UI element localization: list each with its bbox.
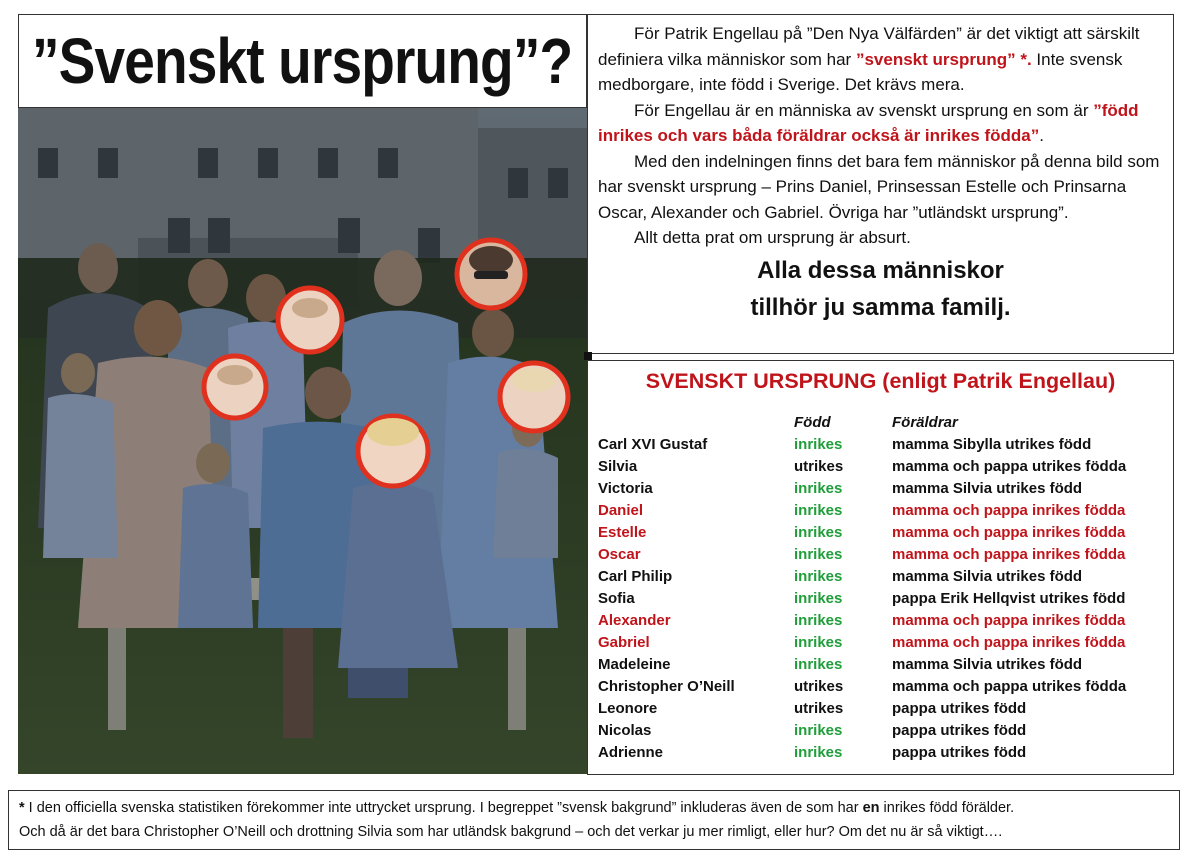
title-box (18, 14, 587, 108)
table-row (598, 632, 1163, 654)
table-row (598, 610, 1163, 632)
row-born: utrikes (794, 700, 844, 717)
row-parents: pappa utrikes född (892, 722, 1027, 739)
table-row (598, 478, 1163, 500)
row-born: utrikes (794, 678, 844, 695)
row-name: Estelle (598, 524, 647, 541)
row-parents: mamma och pappa inrikes födda (892, 612, 1126, 629)
table-title: SVENSKT URSPRUNG (enligt Patrik Engellau) (645, 369, 1116, 393)
header-parents: Föräldrar (892, 414, 958, 431)
row-name: Silvia (598, 458, 638, 475)
table-row (598, 500, 1163, 522)
footnote-line-2: Och då är det bara Christopher O’Neill och drottning Silvia som har utländsk bakgrund – och det verkar ju mer rimligt, eller hur? Om det nu är så viktigt…. (19, 824, 1003, 840)
row-parents: mamma och pappa inrikes födda (892, 546, 1126, 563)
row-name: Leonore (598, 700, 658, 717)
page-title: ”Svenskt ursprung”? (32, 25, 573, 97)
row-parents: mamma och pappa inrikes födda (892, 634, 1126, 651)
intro-paragraph-3: Med den indelningen finns det bara fem människor på denna bild som har svenskt ursprung – Prins Daniel, Prinsessan Estelle och Prinsarna Oscar, Alexander och Gabriel. Övriga har ”utländskt ursprung”. (598, 151, 1160, 222)
row-name: Carl Philip (598, 568, 673, 585)
row-name: Victoria (598, 480, 653, 497)
row-born: inrikes (794, 502, 843, 519)
row-born: inrikes (794, 436, 843, 453)
row-name: Christopher O’Neill (598, 678, 735, 695)
row-parents: mamma Silvia utrikes född (892, 656, 1083, 673)
face-circle-alexander (278, 288, 342, 352)
table-row (598, 698, 1163, 720)
row-born: inrikes (794, 524, 843, 541)
row-born: inrikes (794, 656, 843, 673)
row-parents: pappa Erik Hellqvist utrikes född (892, 590, 1126, 607)
footnote-box (8, 790, 1180, 850)
row-born: inrikes (794, 568, 843, 585)
header-born: Född (794, 414, 831, 431)
intro-paragraph-4: Allt detta prat om ursprung är absurt. (634, 228, 911, 247)
table-row (598, 566, 1163, 588)
table-row (598, 742, 1163, 764)
conclusion-line-2: tillhör ju samma familj. (750, 293, 1011, 321)
origin-table-box (587, 360, 1174, 775)
row-parents: mamma Silvia utrikes född (892, 568, 1083, 585)
intro-text-box (587, 14, 1174, 354)
row-name: Gabriel (598, 634, 650, 651)
row-born: inrikes (794, 590, 843, 607)
table-row (598, 654, 1163, 676)
row-parents: mamma och pappa utrikes födda (892, 458, 1127, 475)
row-name: Carl XVI Gustaf (598, 436, 708, 453)
face-circle-estelle (358, 416, 428, 486)
row-name: Nicolas (598, 722, 652, 739)
table-row (598, 588, 1163, 610)
row-born: inrikes (794, 480, 843, 497)
row-born: inrikes (794, 546, 843, 563)
row-parents: mamma och pappa inrikes födda (892, 502, 1126, 519)
table-row (598, 456, 1163, 478)
row-born: utrikes (794, 458, 844, 475)
row-born: inrikes (794, 744, 843, 761)
row-name: Madeleine (598, 656, 671, 673)
family-photo (18, 108, 587, 774)
row-born: inrikes (794, 612, 843, 629)
intro-paragraph-2: För Engellau är en människa av svenskt ursprung en som är ”född inrikes och vars båda föräldrar också är inrikes födda”. (598, 100, 1139, 145)
footnote-line-1: * I den officiella svenska statistiken förekommer inte uttrycket ursprung. I begreppet ”svensk bakgrund” inkluderas även de som har en inrikes född förälder. (19, 800, 1015, 816)
intro-paragraph-1: För Patrik Engellau på ”Den Nya Välfärden” är det viktigt att särskilt definiera vilka människor som har ”svenskt ursprung” *. Inte svensk medborgare, inte född i Sverige. Det krävs mera. (598, 24, 1140, 94)
row-parents: pappa utrikes född (892, 700, 1027, 717)
row-name: Adrienne (598, 744, 664, 761)
face-circle-gabriel (204, 356, 266, 418)
table-row (598, 544, 1163, 566)
row-name: Sofia (598, 590, 635, 607)
table-rows (598, 434, 1163, 764)
table-header-row (598, 412, 1163, 434)
row-name: Daniel (598, 502, 644, 519)
row-parents: pappa utrikes född (892, 744, 1027, 761)
row-born: inrikes (794, 722, 843, 739)
row-parents: mamma och pappa inrikes födda (892, 524, 1126, 541)
face-circle-daniel (457, 240, 525, 308)
conclusion-line-1: Alla dessa människor (757, 256, 1004, 284)
row-parents: mamma Silvia utrikes född (892, 480, 1083, 497)
row-name: Alexander (598, 612, 671, 629)
face-circle-oscar (500, 363, 568, 431)
table-row (598, 434, 1163, 456)
header-name (598, 412, 794, 434)
row-parents: mamma Sibylla utrikes född (892, 436, 1092, 453)
table-row (598, 720, 1163, 742)
row-name: Oscar (598, 546, 641, 563)
table-row (598, 522, 1163, 544)
row-parents: mamma och pappa utrikes födda (892, 678, 1127, 695)
table-row (598, 676, 1163, 698)
box-connector (584, 352, 592, 360)
row-born: inrikes (794, 634, 843, 651)
